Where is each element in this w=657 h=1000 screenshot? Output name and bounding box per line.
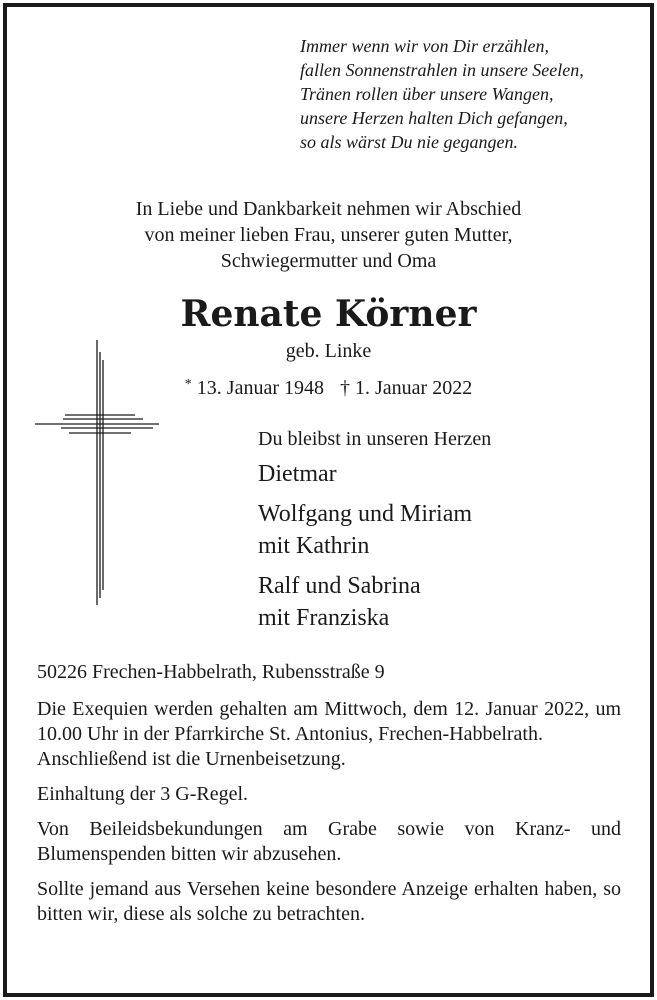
poem-line: so als wärst Du nie gegangen. [300, 132, 518, 152]
family-tagline: Du bleibst in unseren Herzen [258, 428, 492, 450]
intro-line: von meiner lieben Frau, unserer guten Mutter, [144, 224, 513, 246]
notice-paragraph: Sollte jemand aus Versehen keine besondere Anzeige erhalten haben, so bitten wir, diese als solche zu betrachten. [37, 878, 621, 925]
poem-line: fallen Sonnenstrahlen in unsere Seelen, [300, 60, 584, 80]
intro-text [0, 196, 657, 274]
birth-date: 13. Januar 1948 [196, 377, 324, 399]
intro-line: Schwiegermutter und Oma [220, 250, 437, 272]
poem-line: Immer wenn wir von Dir erzählen, [300, 36, 549, 56]
poem-line: unsere Herzen halten Dich gefangen, [300, 108, 568, 128]
exequien-paragraph: Die Exequien werden gehalten am Mittwoch, dem 12. Januar 2022, um 10.00 Uhr in der Pfarrkirche St. Antonius, Frechen-Habbelrath. [37, 698, 621, 745]
urn-paragraph: Anschließend ist die Urnenbeisetzung. [37, 748, 346, 770]
family-member [258, 570, 638, 634]
family-member-line: mit Kathrin [258, 533, 370, 559]
maiden-name: geb. Linke [285, 340, 372, 362]
family-member-line: Dietmar [258, 461, 337, 487]
death-date: 1. Januar 2022 [355, 377, 473, 399]
condolence-paragraph: Von Beileidsbekundungen am Grabe sowie von Kranz- und Blumenspenden bitten wir abzusehen. [37, 818, 621, 865]
family-member [258, 458, 638, 490]
cross-icon [35, 340, 165, 605]
family-member-line: mit Franziska [258, 605, 390, 631]
deceased-name: Renate Körner [180, 293, 477, 335]
address: 50226 Frechen-Habbelrath, Rubensstraße 9 [37, 661, 385, 683]
family-section [258, 426, 638, 642]
family-member-line: Ralf und Sabrina [258, 573, 421, 599]
family-member [258, 498, 638, 562]
birth-star-icon: * [184, 377, 192, 392]
death-cross-icon: † [340, 377, 350, 399]
rule-paragraph: Einhaltung der 3 G-Regel. [37, 783, 249, 805]
intro-line: In Liebe und Dankbarkeit nehmen wir Abschied [135, 198, 522, 220]
poem-line: Tränen rollen über unsere Wangen, [300, 84, 554, 104]
notice-body [37, 660, 621, 927]
family-member-line: Wolfgang und Miriam [258, 501, 473, 527]
poem [300, 34, 640, 154]
